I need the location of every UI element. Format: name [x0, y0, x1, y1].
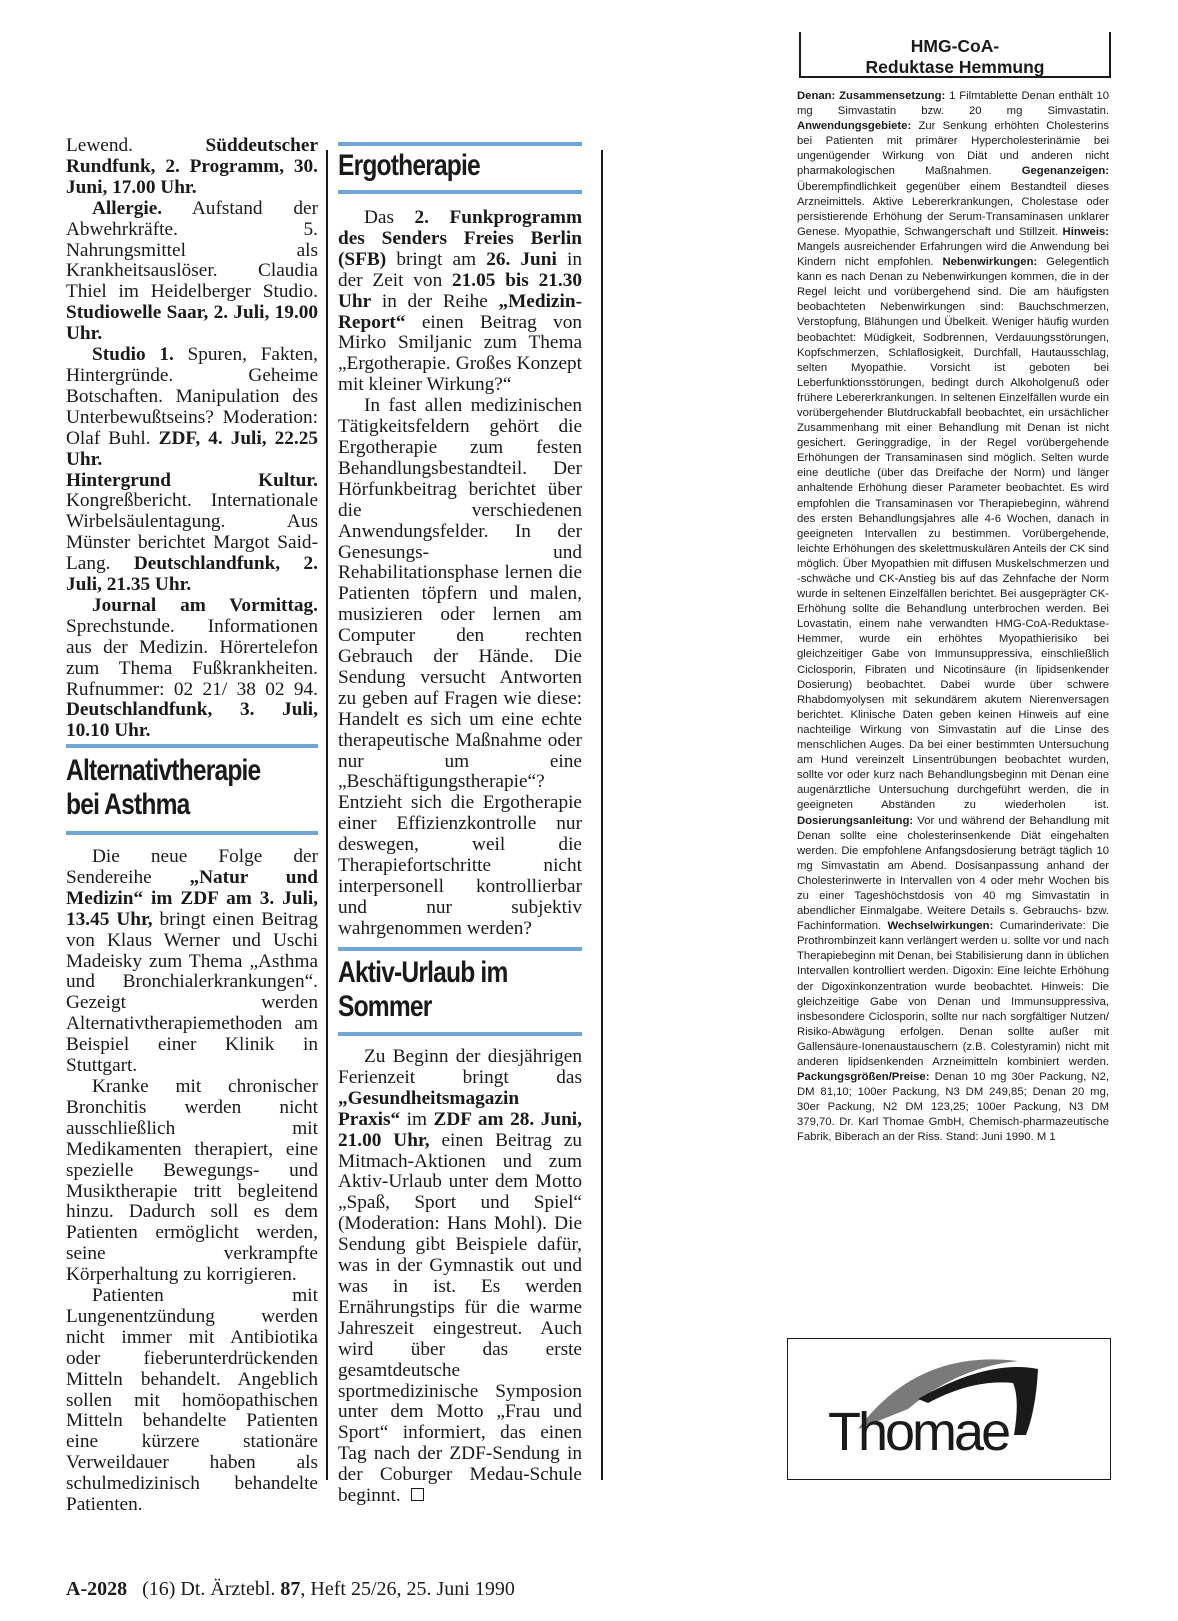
bold-text: „Medizin-Report“ — [338, 290, 582, 333]
paragraph — [66, 1077, 318, 1286]
bold-text: Allergie. — [92, 197, 163, 219]
text-run: Das — [364, 207, 415, 228]
text-run: Aufstand der Abwehrkräfte. 5. Nahrungsmittel als Krankheitsauslöser. Claudia Thiel im Heidelberger Studio. — [66, 197, 318, 303]
ad-text-run: Denan 10 mg 30er Packung, N2, DM 81,10; 100er Packung, N3 DM 249,85; Denan 20 mg, 30er Packung, N2 DM 123,25; 100er Packung, N3 DM 379,70. Dr. Karl Thomae GmbH, Chemisch-pharmazeutische Fabrik, Biberach an der Riss. Stand: Juni 1990. — [797, 1071, 1109, 1144]
thomae-logo-box — [787, 1338, 1111, 1480]
program-listings — [66, 136, 318, 742]
ad-text-run: M 1 — [1036, 1131, 1056, 1144]
section-rule-asthma — [66, 744, 318, 748]
ad-text-run: Mangels ausreichender Erfahrungen wird die Anwendung bei Kindern nicht empfohlen. — [797, 240, 1109, 269]
text-run: Die neue Folge der Sendereihe — [66, 846, 318, 888]
ad-prescribing-info — [797, 89, 1109, 1146]
ad-bold-text: Wechselwirkungen: — [887, 920, 994, 933]
bold-text: ZDF am 28. Juni, 21.00 Uhr, — [338, 1108, 582, 1151]
heading-urlaub-line2: Sommer — [338, 990, 432, 1023]
heading-aktiv-urlaub — [338, 956, 508, 1024]
bold-text: Studiowelle Saar, 2. Juli, 19.00 Uhr. — [66, 302, 318, 345]
ad-text-run: 1 Filmtablette Denan enthält 10 mg Simvastatin bzw. 20 mg Simvastatin. — [797, 90, 1109, 118]
ad-header-box — [799, 32, 1111, 78]
text-run: einen Beitrag zu Mitmach-Aktionen und zum Aktiv-Urlaub unter dem Motto „Spaß, Sport und Spiel“ (Moderation: Hans Mohl). Die Sendung gibt Beispiele dafür, was in der Gymnastik out und was in ist. Es werden Ernährungstips für die warme Jahreszeit eingestreut. Auch wird über das erste gesamtdeutsche sportmedizinische Symposion unter dem Motto „Frau und Sport“ informiert, das einen Tag nach der ZDF-Sendung in der Coburger Medau-Schule beginnt. — [338, 1129, 582, 1507]
section-rule-ergo — [338, 142, 582, 146]
heading-asthma-line1: Alternativtherapie — [66, 754, 261, 787]
paragraph — [66, 136, 318, 199]
paragraph — [66, 199, 318, 345]
heading-asthma-line2: bei Asthma — [66, 788, 190, 821]
paragraph — [66, 471, 318, 596]
text-run: in der Reihe — [371, 290, 499, 312]
article-ergo-body — [338, 208, 582, 940]
bold-text: „Natur und Medizin“ im ZDF am 3. Juli, 13.45 Uhr, — [66, 866, 318, 930]
bold-text: „Gesundheitsmagazin Praxis“ — [338, 1087, 520, 1130]
bold-text: Süddeutscher Rundfunk, 2. Programm, 30. Juni, 17.00 Uhr. — [66, 135, 318, 198]
text-run: Spuren, Fakten, Hintergründe. Geheime Botschaften. Manipulation des Unterbewußtseins? Moderation: Olaf Buhl. — [66, 344, 318, 449]
ad-text-run: Zur Senkung erhöhten Cholesterins bei Patienten mit primärer Hypercholesterinämie bei ungenügender Wirkung von Diät und anderen nicht pharmakologischen Maßnahmen. — [797, 120, 1109, 178]
column-rule-2 — [601, 150, 603, 1480]
paragraph — [338, 1047, 582, 1507]
text-run: einen Beitrag von Mirko Smiljanic zum Thema „Ergotherapie. Großes Konzept mit kleiner Wirkung?“ — [338, 311, 582, 396]
bold-text: Deutschlandfunk, 2. Juli, 21.35 Uhr. — [66, 553, 318, 596]
text-run: Zu Beginn der diesjährigen Ferienzeit bringt das — [338, 1046, 582, 1088]
ad-bold-text: Dosierungsanleitung: — [797, 814, 914, 827]
section-rule-urlaub-bottom — [338, 1032, 582, 1036]
section-rule-ergo-bottom — [338, 190, 582, 194]
text-run: Sprechstunde. Informationen aus der Medizin. Hörertelefon zum Thema Fußkrankheiten. Rufnummer: 02 21/ 38 02 94. — [66, 615, 318, 700]
footer-issue: , Heft 25/26, 25. Juni 1990 — [300, 1578, 515, 1600]
ad-bold-text: Nebenwirkungen: — [942, 256, 1038, 269]
ad-header-line2: Reduktase Hemmung — [865, 57, 1045, 77]
article-asthma-body — [66, 847, 318, 1516]
ad-text-run: Cumarinderivate: Die Prothrombinzeit kann verlängert werden u. sollte vor und nach Therapiebeginn mit Denan, bei Stabilisierung dann in üblichen Intervallen kontrolliert werden. Digoxin: Eine leichte Erhöhung der Digoxinkonzentration wurde beobachtet. Hinweis: Die gleichzeitige Gabe von Denan und Immunsuppressiva, insbesondere Ciclosporin, sollte nur nach sorgfältiger Nutzen/ Risiko-Abwägung erfolgen. Denan sollte außer mit Gallensäure-Ionenaustauschern (z.B. Colestyramin) nicht mit anderen lipidsenkenden Arzneimitteln kombiniert werden. — [797, 920, 1109, 1068]
bold-text: Hintergrund Kultur. — [66, 469, 318, 491]
bold-text: Journal am Vormittag. — [92, 594, 318, 616]
ad-bold-text: Zusammensetzung: — [839, 90, 946, 102]
ad-text-run: Überempfindlichkeit gegenüber einem Bestandteil dieses Arzneimittels. Aktive Lebererkrankungen, Cholestase oder persistierende Erhöhung der Serum-Transaminasen unklarer Genese. Myopathie, Schwangerschaft und Stillzeit. — [797, 180, 1109, 238]
footer-journal: (16) Dt. Ärztebl. — [142, 1578, 281, 1600]
paragraph — [66, 345, 318, 470]
column-rule-1 — [326, 150, 328, 1480]
text-run: in der Zeit von — [338, 248, 582, 291]
bold-text: 26. Juni — [486, 248, 557, 270]
text-run: Kongreßbericht. Internationale Wirbelsäulentagung. Aus Münster berichtet Margot Said-Lang. — [66, 490, 318, 575]
footer-page-number: A-2028 — [66, 1578, 128, 1600]
bold-text: ZDF, 4. Juli, 22.25 Uhr. — [66, 427, 318, 470]
text-run: bringt einen Beitrag von Klaus Werner und Uschi Madeisky zum Thema „Asthma und Bronchialerkrankungen“. Gezeigt werden Alternativtherapiemethoden am Beispiel einer Klinik in Stuttgart. — [66, 908, 318, 1077]
end-mark-icon — [411, 1488, 424, 1501]
paragraph — [66, 1286, 318, 1516]
footer-volume: 87 — [280, 1578, 301, 1600]
heading-ergotherapie: Ergotherapie — [338, 149, 480, 182]
paragraph — [66, 847, 318, 1077]
text-run: im — [400, 1108, 434, 1130]
heading-asthma — [66, 754, 260, 822]
ad-bold-text: Denan: — [797, 90, 840, 102]
article-urlaub-body — [338, 1047, 582, 1507]
ad-bold-text: Hinweis: — [1062, 225, 1109, 238]
ad-text-run: Gelegentlich kann es nach Denan zu Nebenwirkungen kommen, die in der Regel leicht und vorübergehend sind. Die am häufigsten beobachteten Nebenwirkungen sind: Bauchschmerzen, Verstopfung, Blähungen und Übelkeit. Weniger häufig wurden beobachtet: Müdigkeit, Sodbrennen, Verdauungsstörungen, Kopfschmerzen, Schlaflosigkeit, Durchfall, Hautausschlag, selten Myopathie. Vorsicht ist geboten bei Leberfunktionsstörungen, bedingt durch Alkoholgenuß oder frühere Lebererkrankungen. In seltenen Einzelfällen wurde ein vorübergehender Blutdruckabfall beobachtet, ein ursächlicher Zusammenhang mit einer Behandlung mit Denan ist nicht gesichert. Geringgradige, in der Regel vorübergehende Erhöhungen der Transaminasen sind möglich. Selten wurde eine deutliche (über das Dreifache der Norm) und länger anhaltende Erhöhung dieser Parameter beobachtet. Es wird empfohlen die Transaminasen vor Therapiebeginn, während des ersten Behandlungsjahres alle 4-6 Wochen, danach in geeigneten Intervallen zu bestimmen. Vorübergehende, leichte Erhöhungen des skelettmuskulären Anteils der CK sind möglich. Über Myopathien mit diffusen Muskelschmerzen und -schwäche und CK-Anstieg bis auf das Zehnfache der Norm wurde in seltenen Einzelfällen berichtet. Bei ausgeprägter CK-Erhöhung sollte die Behandlung unterbrochen werden. Bei Lovastatin, einem nahe verwandten HMG-CoA-Reduktase-Hemmer, wurde ein erhöhtes Myopathierisiko bei gleichzeitiger Gabe von Immunsuppressiva, einschließlich Ciclosporin, Fibraten und Nicotinsäure (in lipidsenkender Dosierung) beobachtet. Dabei wurde über schwere Rhabdomyolysen mit sekundärem akutem Nierenversagen berichtet. Klinische Daten geben keinen Hinweis auf eine nachteilige Wirkung von Simvastatin auf die Linse des menschlichen Auges. Da bei einer bestimmten Untersuchung am Hund vereinzelt Linsentrübungen beobachtet wurden, sollte vor oder kurz nach Behandlungsbeginn mit Denan eine augenärztliche Untersuchung durchgeführt werden, die in geeigneten Abständen zu wiederholen ist. — [797, 256, 1109, 812]
ad-bold-text: Packungsgrößen/Preise: — [797, 1071, 930, 1084]
ad-header-line1: HMG-CoA- — [910, 36, 1000, 56]
ad-bold-text: Anwendungsgebiete: — [797, 120, 912, 133]
bold-text: Deutschlandfunk, 3. Juli, 10.10 Uhr. — [66, 699, 318, 742]
ad-text-run: Vor und während der Behandlung mit Denan sollte eine cholesterinsenkende Diät eingehalten werden. Die empfohlene Anfangsdosierung beträgt täglich 10 mg Simvastatin am Abend. Dosisanpassung anhand der Cholesterinwerte in Intervallen von 4 oder mehr Wochen bis zu einer Tageshöchstdosis von 40 mg Simvastatin in abendlicher Einmalgabe. Weitere Details s. Gebrauchs- bzw. Fachinformation. — [797, 814, 1109, 933]
paragraph — [338, 208, 582, 396]
thomae-logo-text: Thomae — [828, 1402, 1009, 1462]
heading-urlaub-line1: Aktiv-Urlaub im — [338, 956, 508, 989]
text-run: Patienten mit Lungenentzündung werden nicht immer mit Antibiotika oder fieberunterdrückenden Mitteln behandelt. Angeblich sollen mit homöopathischen Mitteln behandelte Patienten eine kürzere stationäre Verweildauer haben als schulmedizinisch behandelte Patienten. — [66, 1285, 318, 1516]
page-footer — [66, 1578, 515, 1601]
text-run: In fast allen medizinischen Tätigkeitsfeldern gehört die Ergotherapie zum festen Behandlungsbestandteil. Der Hörfunkbeitrag berichtet über die verschiedenen Anwendungsfelder. In der Genesungs- und Rehabilitationsphase lernen die Patienten töpfern und malen, musizieren oder lernen am Computer den rechten Gebrauch der Hände. Die Sendung versucht Antworten zu geben auf Fragen wie diese: Handelt es sich um eine echte therapeutische Maßnahme oder nur um eine „Beschäftigungstherapie“? Entzieht sich die Ergotherapie einer Effizienzkontrolle nur deswegen, weil die Therapiefortschritte nicht interpersonell kontrollierbar und nur subjektiv wahrgenommen werden? — [338, 395, 582, 939]
paragraph — [338, 396, 582, 940]
paragraph — [66, 596, 318, 742]
text-run: bringt am — [386, 248, 487, 270]
bold-text: 21.05 bis 21.30 Uhr — [338, 269, 582, 312]
bold-text: Studio 1. — [92, 344, 174, 366]
section-rule-urlaub — [338, 947, 582, 951]
text-run: Lewend. — [66, 135, 206, 156]
column-1 — [66, 136, 318, 742]
section-rule-asthma-bottom — [66, 831, 318, 835]
text-run: Kranke mit chronischer Bronchitis werden nicht ausschließlich mit Medikamenten therapiert, eine spezielle Bewegungs- und Musiktherapie tritt begleitend hinzu. Dadurch soll es dem Patienten ermöglicht werden, seine verkrampfte Körperhaltung zu korrigieren. — [66, 1075, 318, 1286]
ad-bold-text: Gegenanzeigen: — [1021, 165, 1109, 178]
bold-text: 2. Funkprogramm des Senders Freies Berlin (SFB) — [338, 207, 583, 270]
